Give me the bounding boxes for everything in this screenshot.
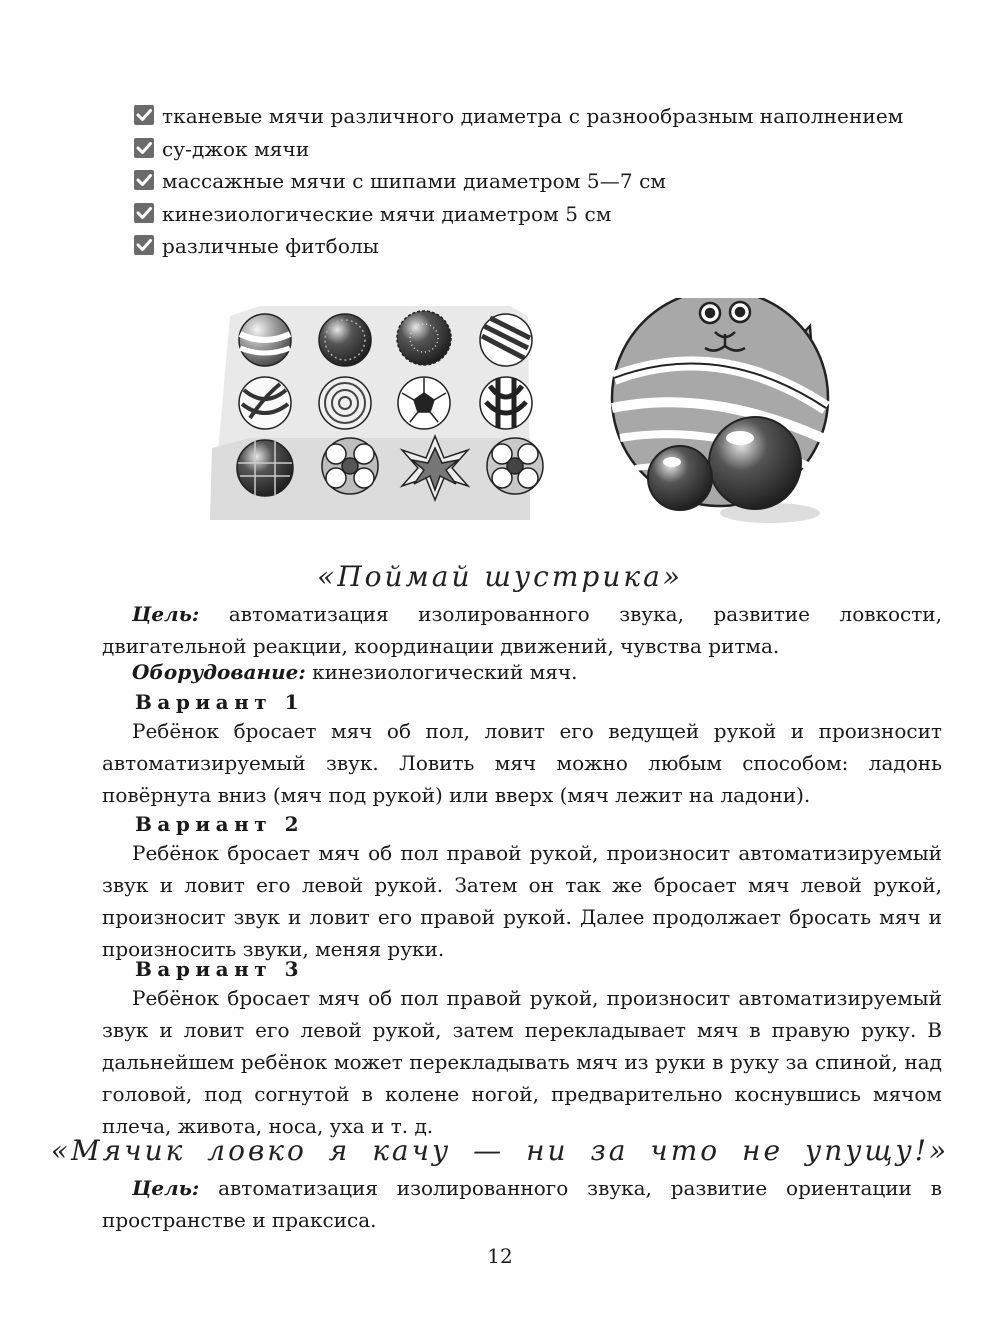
game-title-catch: «Поймай шустрика» [317,560,683,593]
checklist-item [134,198,934,231]
game1-equipment [102,656,942,688]
checklist-item-text: различные фитболы [162,234,379,259]
variant-1-text [102,715,942,811]
variant-1-label: Вариант 1 [135,690,305,714]
goal-text: автоматизация изолированного звука, развитие ловкости, двигательной реакции, координации движений, чувства ритма. [102,602,942,658]
equipment-text: кинезиологический мяч. [305,660,578,684]
checklist-item [134,230,934,263]
checkbox-icon [134,105,154,125]
checkbox-icon [134,170,154,190]
checklist-item-text: су-джок мячи [162,136,310,161]
checkbox-icon [134,203,154,223]
variant-2-text [102,837,942,965]
game1-goal [102,598,942,662]
variant-3-label: Вариант 3 [135,957,305,981]
checkbox-icon [134,138,154,158]
balls-illustration [210,298,830,530]
goal-text: автоматизация изолированного звука, развитие ориентации в пространстве и праксиса. [102,1176,942,1232]
game2-goal [102,1172,942,1236]
checklist-item [134,100,934,133]
checkbox-icon [134,235,154,255]
page-number: 12 [487,1244,513,1268]
equipment-label: Оборудование: [132,660,306,684]
goal-label: Цель: [132,602,200,626]
goal-label: Цель: [132,1176,200,1200]
variant-2-label: Вариант 2 [135,812,305,836]
checklist-item-text: тканевые мячи различного диаметра с разнообразным наполнением [162,104,904,129]
game-title-roll: «Мячик ловко я качу — ни за что не упущу!» [50,1134,950,1167]
checklist-item [134,165,934,198]
variant-3-text [102,982,942,1142]
variant-text: Ребёнок бросает мяч об пол правой рукой, произносит автоматизируемый звук и ловит его левой рукой, затем перекладывает мяч в правую руку. В дальнейшем ребёнок может перекладывать мяч из руки в руку за спиной, над головой, под согнутой в колене ногой, предварительно коснувшись мячом плеча, живота, носа, уха и т. д. [102,986,942,1138]
checklist-item [134,133,934,166]
variant-text: Ребёнок бросает мяч об пол, ловит его ведущей рукой и произносит автоматизируемый звук. Ловить мяч можно любым способом: ладонь повёрнута вниз (мяч под рукой) или вверх (мяч лежит на ладони). [102,719,942,807]
checklist-item-text: кинезиологические мячи диаметром 5 см [162,201,612,226]
variant-text: Ребёнок бросает мяч об пол правой рукой, произносит автоматизируемый звук и ловит его левой рукой. Затем он так же бросает мяч левой рукой, произносит звук и ловит его правой рукой. Далее продолжает бросать мяч и произносить звуки, меняя руки. [102,841,942,961]
checklist-item-text: массажные мячи с шипами диаметром 5—7 см [162,169,667,194]
equipment-checklist [134,100,934,263]
